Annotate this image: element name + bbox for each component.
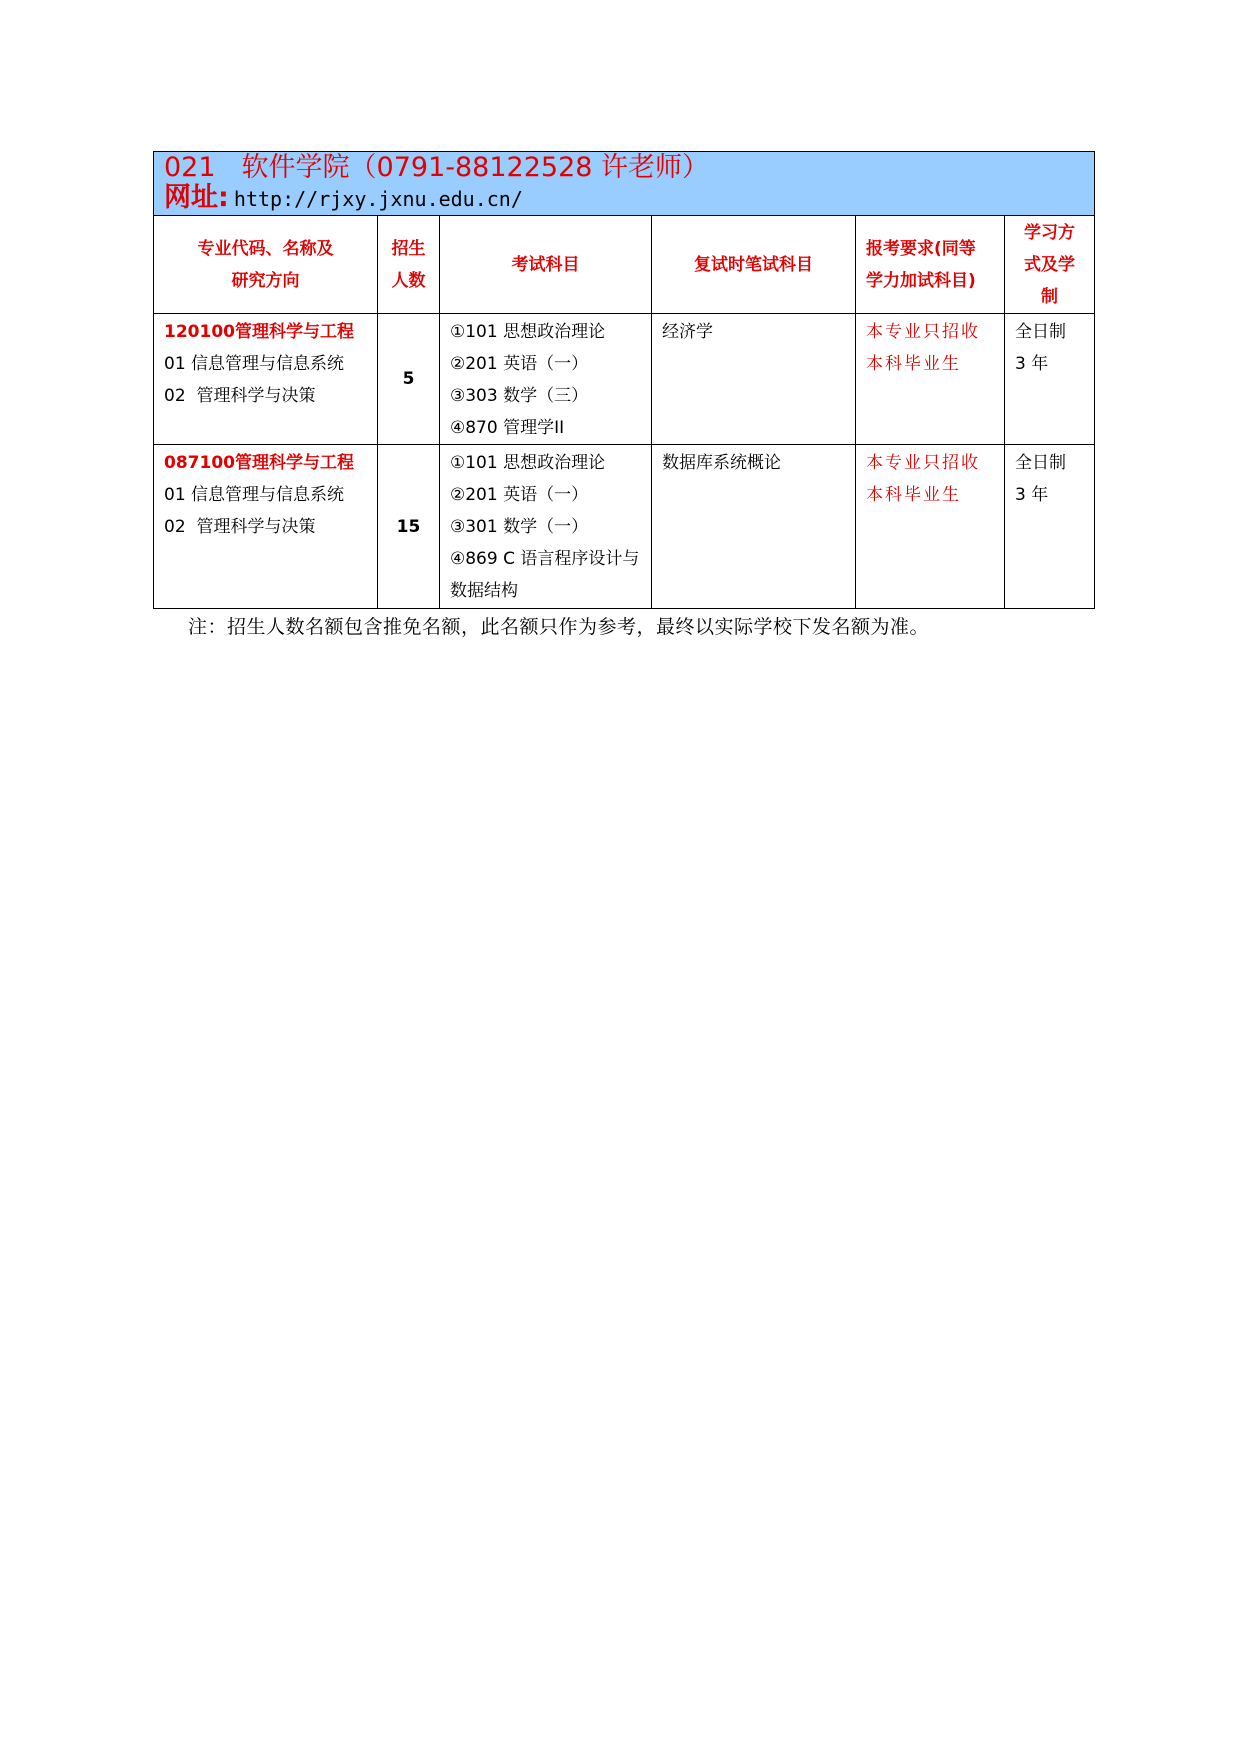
exam-subject: ①101 思想政治理论: [450, 322, 606, 342]
header-major: 专业代码、名称及 研究方向: [154, 216, 378, 314]
major-cell: [154, 445, 378, 609]
table-header-row: [154, 216, 1095, 314]
major-name: 120100管理科学与工程: [164, 322, 354, 342]
college-name: 软件学院（0791-88122528 许老师）: [241, 152, 710, 183]
direction: 02 管理科学与决策: [164, 386, 316, 406]
admission-sheet: [153, 151, 1094, 609]
college-title: [154, 152, 1094, 184]
header-quota: 招生 人数: [378, 216, 440, 314]
exam-subject: ①101 思想政治理论: [450, 453, 606, 473]
website-link[interactable]: http://rjxy.jxnu.edu.cn/: [233, 187, 523, 211]
exam-cell: [440, 314, 652, 445]
footnote: 注：招生人数名额包含推免名额，此名额只作为参考，最终以实际学校下发名额为准。: [188, 616, 930, 638]
requirement-cell: 本专业只招收 本科毕业生: [856, 445, 1005, 609]
college-website: [154, 184, 1094, 215]
exam-subject: ④869 C 语言程序设计与: [450, 549, 640, 569]
quota-cell: 15: [378, 445, 440, 609]
direction: 01 信息管理与信息系统: [164, 354, 345, 374]
header-retest: 复试时笔试科目: [652, 216, 856, 314]
major-cell: [154, 314, 378, 445]
major-name: 087100管理科学与工程: [164, 453, 354, 473]
direction: 01 信息管理与信息系统: [164, 485, 345, 505]
url-label: 网址:: [164, 182, 229, 213]
direction: 02 管理科学与决策: [164, 517, 316, 537]
exam-subject: ④870 管理学II: [450, 418, 565, 438]
header-exam: 考试科目: [440, 216, 652, 314]
requirement-cell: 本专业只招收 本科毕业生: [856, 314, 1005, 445]
header-requirement: 报考要求(同等 学力加试科目): [856, 216, 1005, 314]
exam-subject: ③301 数学（一）: [450, 517, 589, 537]
exam-subject: ②201 英语（一）: [450, 485, 589, 505]
study-cell: 全日制 3 年: [1005, 445, 1095, 609]
exam-subject: ③303 数学（三）: [450, 386, 589, 406]
quota-cell: 5: [378, 314, 440, 445]
exam-subject: 数据结构: [450, 581, 518, 601]
college-code: 021: [164, 152, 216, 183]
study-cell: 全日制 3 年: [1005, 314, 1095, 445]
table-row: [154, 314, 1095, 445]
table-row: [154, 445, 1095, 609]
college-banner: [154, 152, 1095, 216]
exam-cell: [440, 445, 652, 609]
exam-subject: ②201 英语（一）: [450, 354, 589, 374]
retest-cell: 数据库系统概论: [652, 445, 856, 609]
header-study: 学习方 式及学 制: [1005, 216, 1095, 314]
admission-table: [153, 151, 1095, 609]
retest-cell: 经济学: [652, 314, 856, 445]
